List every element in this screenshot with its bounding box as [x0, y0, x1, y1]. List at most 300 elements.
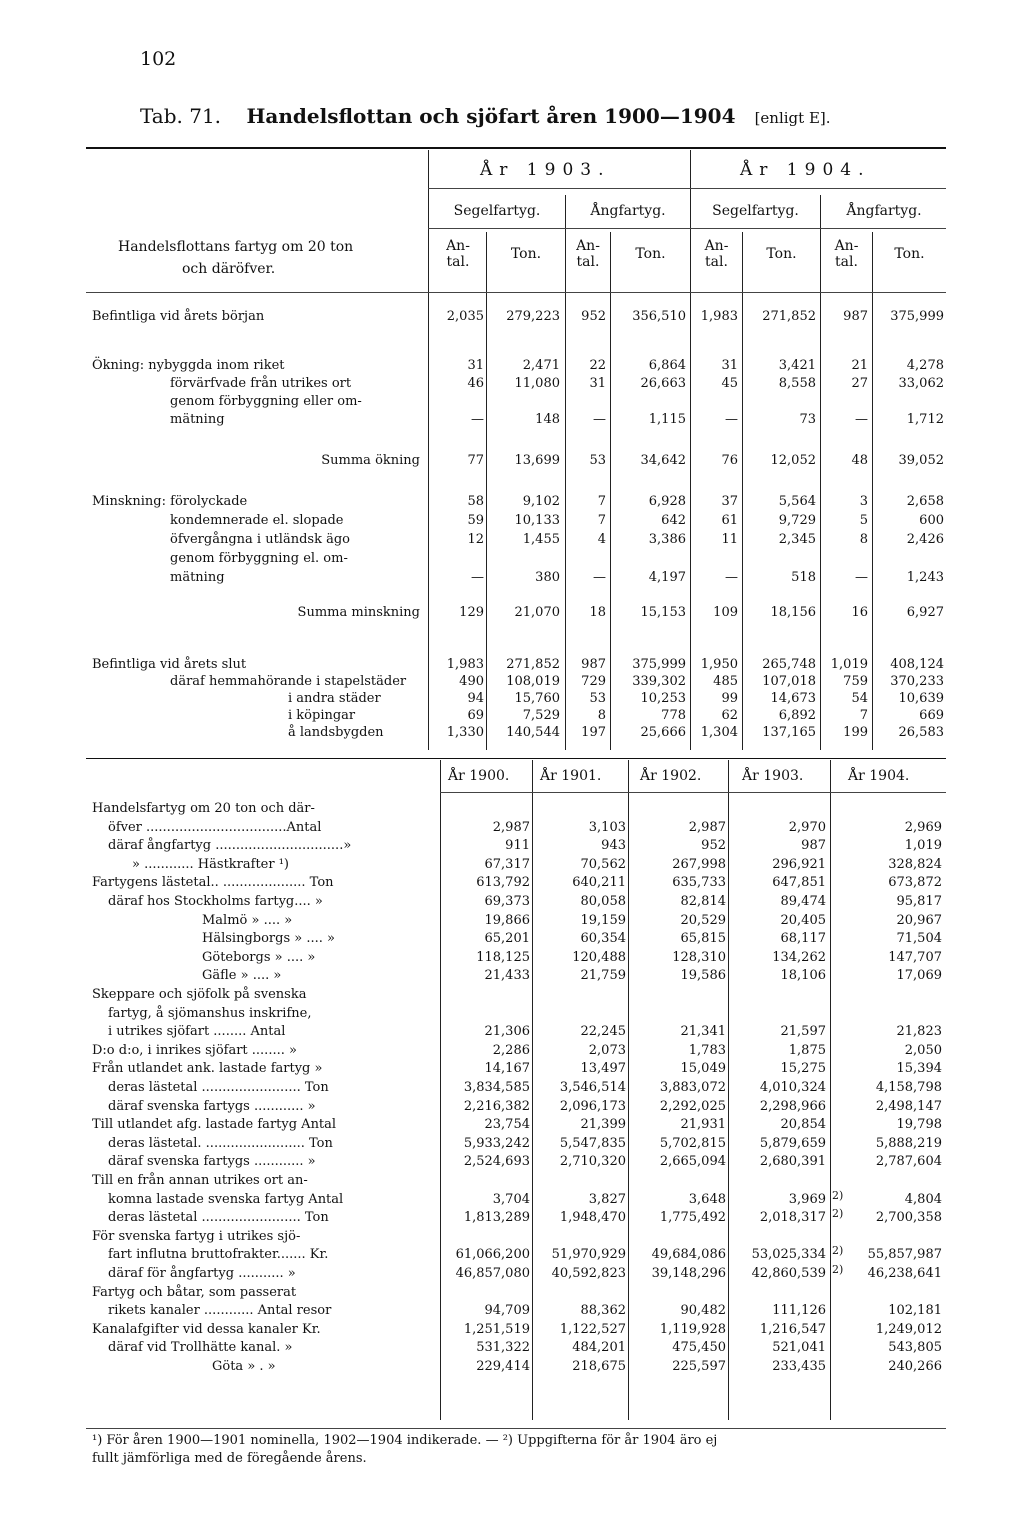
table-cell: 12,052	[770, 453, 816, 468]
row-label: Malmö » .... »	[202, 913, 293, 928]
table-cell: 148	[535, 412, 560, 427]
table-cell: 2,096,173	[559, 1099, 626, 1114]
row-label: däraf ångfartyg ...............................»	[108, 838, 352, 853]
table-cell: 952	[581, 309, 606, 324]
table-cell: 2,050	[904, 1043, 942, 1058]
col-antal: An- tal.	[576, 238, 600, 270]
table-cell: 65,201	[484, 931, 530, 946]
table-cell: 2,073	[588, 1043, 626, 1058]
table-cell: 61	[721, 513, 738, 528]
row-label: D:o d:o, i inrikes sjöfart ........ »	[92, 1043, 297, 1058]
table-cell: 11,080	[514, 376, 560, 391]
table-cell: 669	[919, 708, 944, 723]
table-cell: —	[725, 570, 738, 585]
table-cell: 16	[851, 605, 868, 620]
table-cell: 14,167	[484, 1061, 530, 1076]
table-row	[0, 512, 1024, 529]
table-cell: 613,792	[476, 875, 530, 890]
footer-rule	[86, 1428, 946, 1429]
table-cell: 531,322	[476, 1340, 530, 1355]
table-row	[0, 1321, 1024, 1338]
table-cell: 987	[581, 657, 606, 672]
table-cell: 1,122,527	[559, 1322, 626, 1337]
table-cell: 109	[713, 605, 738, 620]
table-cell: 4	[597, 532, 606, 547]
table-cell: 68,117	[780, 931, 826, 946]
table-cell: 2,710,320	[559, 1154, 626, 1169]
table-cell: 7	[597, 494, 606, 509]
table-cell: 70,562	[580, 857, 626, 872]
table-cell: 76	[721, 453, 738, 468]
table-cell: 199	[843, 725, 868, 740]
table-cell: 26,663	[640, 376, 686, 391]
row-label: För svenska fartyg i utrikes sjö-	[92, 1229, 301, 1244]
table-cell: 2,292,025	[659, 1099, 726, 1114]
row-label: Minskning: förolyckade	[92, 494, 248, 509]
row-label: öfver ..................................Antal	[108, 820, 322, 835]
table-cell: 82,814	[680, 894, 726, 909]
table-cell: 2,035	[446, 309, 484, 324]
table-cell: 15,394	[896, 1061, 942, 1076]
table-row	[0, 1246, 1024, 1263]
table-cell: 1,216,547	[759, 1322, 826, 1337]
table-cell: 89,474	[780, 894, 826, 909]
table-cell: 197	[581, 725, 606, 740]
table-cell: 1,249,012	[875, 1322, 942, 1337]
footnote-line: fullt jämförliga med de föregående årens.	[92, 1451, 367, 1466]
table-cell: 233,435	[772, 1359, 826, 1374]
table-cell: 521,041	[772, 1340, 826, 1355]
top-rule	[86, 147, 946, 149]
table-cell: 2,700,358	[875, 1210, 942, 1225]
table-cell: 375,999	[890, 309, 944, 324]
table-cell: 15,049	[680, 1061, 726, 1076]
table-row	[0, 874, 1024, 891]
table-cell: 380	[535, 570, 560, 585]
table-cell: 19,159	[580, 913, 626, 928]
table-cell: 51,970,929	[551, 1247, 626, 1262]
row-label: Summa ökning	[321, 453, 420, 468]
table-cell: 20,529	[680, 913, 726, 928]
table-row	[0, 800, 1024, 817]
table-cell: 4,278	[906, 358, 944, 373]
table-cell: 370,233	[890, 674, 944, 689]
table-cell: 46	[467, 376, 484, 391]
table-cell: 42,860,539	[751, 1266, 826, 1281]
row-label: Från utlandet ank. lastade fartyg »	[92, 1061, 323, 1076]
table-row	[0, 1339, 1024, 1356]
table-cell: 59	[467, 513, 484, 528]
table-row	[0, 949, 1024, 966]
table-cell: 19,798	[896, 1117, 942, 1132]
table-cell: 21,341	[680, 1024, 726, 1039]
table-cell: 1,455	[522, 532, 560, 547]
row-label: Ökning: nybyggda inom riket	[92, 358, 285, 373]
table-title	[140, 104, 831, 128]
table-cell: 21,823	[896, 1024, 942, 1039]
table-cell: 67,317	[484, 857, 530, 872]
table-cell: 111,126	[772, 1303, 826, 1318]
table-cell: 1,330	[446, 725, 484, 740]
table-cell: 99	[721, 691, 738, 706]
footnote-line: ¹) För åren 1900—1901 nominella, 1902—1904 indikerade. — ²) Uppgifterna för år 1904 äro ej	[92, 1433, 718, 1448]
table-cell: 3,883,072	[659, 1080, 726, 1095]
col-ton: Ton.	[510, 246, 542, 262]
table-row	[0, 1228, 1024, 1245]
table-cell: 33,062	[898, 376, 944, 391]
table-cell: 518	[791, 570, 816, 585]
table-cell: 1,019	[904, 838, 942, 853]
table-cell: 129	[459, 605, 484, 620]
row-label: kondemnerade el. slopade	[170, 513, 344, 528]
table-cell: 1,948,470	[559, 1210, 626, 1225]
table-row	[0, 1005, 1024, 1022]
table-cell: 408,124	[890, 657, 944, 672]
table-row	[0, 375, 1024, 392]
table-row	[0, 856, 1024, 873]
table-cell: 8,558	[778, 376, 816, 391]
table-row	[0, 1265, 1024, 1282]
table-cell: 55,857,987	[867, 1247, 942, 1262]
table-cell: 673,872	[888, 875, 942, 890]
table-cell: 6,928	[648, 494, 686, 509]
table-cell: 53	[589, 453, 606, 468]
table-row	[0, 1191, 1024, 1208]
table-cell: 987	[801, 838, 826, 853]
table-row	[0, 1284, 1024, 1301]
table-cell: 25,666	[640, 725, 686, 740]
table-row	[0, 1172, 1024, 1189]
table-cell: 21,597	[780, 1024, 826, 1039]
table-cell: 21,759	[580, 968, 626, 983]
table-row	[0, 656, 1024, 673]
table-cell: 3,386	[648, 532, 686, 547]
row-label: Göteborgs » .... »	[202, 950, 316, 965]
table-cell: 134,262	[772, 950, 826, 965]
table-cell: 635,733	[672, 875, 726, 890]
table-cell: 1,875	[788, 1043, 826, 1058]
table-cell: 1,019	[830, 657, 868, 672]
table-row	[0, 673, 1024, 690]
table-cell: 2,658	[906, 494, 944, 509]
table-row	[0, 1023, 1024, 1040]
table-cell: 65,815	[680, 931, 726, 946]
table-cell: 53,025,334	[751, 1247, 826, 1262]
row-label: Gäfle » .... »	[202, 968, 282, 983]
table-row	[0, 819, 1024, 836]
table-cell: 21,433	[484, 968, 530, 983]
table-cell: 23,754	[484, 1117, 530, 1132]
table-cell: 1,983	[700, 309, 738, 324]
col-group-sail-1903: Segelfartyg.	[453, 203, 541, 219]
table-cell: 356,510	[632, 309, 686, 324]
row-label: i utrikes sjöfart ........ Antal	[108, 1024, 286, 1039]
row-label: i köpingar	[288, 708, 356, 723]
table-row	[0, 1358, 1024, 1375]
table-cell: 147,707	[888, 950, 942, 965]
table-cell: 729	[581, 674, 606, 689]
table-cell: 137,165	[762, 725, 816, 740]
table-cell: 20,854	[780, 1117, 826, 1132]
table-cell: —	[855, 412, 868, 427]
table-cell: 2,969	[904, 820, 942, 835]
table-cell: 2,345	[778, 532, 816, 547]
table-cell: 5,702,815	[659, 1136, 726, 1151]
table-cell: 40,592,823	[551, 1266, 626, 1281]
table-cell: 6,927	[906, 605, 944, 620]
row-label: genom förbyggning eller om-	[170, 394, 362, 409]
table-cell: 19,586	[680, 968, 726, 983]
table-cell: 3,648	[688, 1192, 726, 1207]
table-row	[0, 452, 1024, 469]
table-cell: 18,156	[770, 605, 816, 620]
table-cell: 4,804	[904, 1192, 942, 1207]
table-cell: 39,148,296	[651, 1266, 726, 1281]
table-cell: 21	[851, 358, 868, 373]
table-row	[0, 1209, 1024, 1226]
table-cell: 20,405	[780, 913, 826, 928]
footnote-marker: 2)	[832, 1244, 844, 1257]
table-cell: 2,680,391	[759, 1154, 826, 1169]
row-label: fart influtna bruttofrakter....... Kr.	[108, 1247, 329, 1262]
table-cell: 31	[721, 358, 738, 373]
table-row	[0, 1079, 1024, 1096]
table-cell: 19,866	[484, 913, 530, 928]
row-label: » ............ Hästkrafter ¹)	[132, 857, 289, 872]
table-cell: 71,504	[896, 931, 942, 946]
table-cell: 49,684,086	[651, 1247, 726, 1262]
row-label: öfvergångna i utländsk ägo	[170, 532, 350, 547]
table-cell: 5,888,219	[875, 1136, 942, 1151]
table-cell: 1,775,492	[659, 1210, 726, 1225]
table-cell: 3,704	[492, 1192, 530, 1207]
table-cell: 2,987	[688, 820, 726, 835]
table-cell: 1,119,928	[659, 1322, 726, 1337]
table-cell: 102,181	[888, 1303, 942, 1318]
table-cell: 7	[597, 513, 606, 528]
table-cell: 279,223	[506, 309, 560, 324]
table-cell: 77	[467, 453, 484, 468]
table-cell: 17,069	[896, 968, 942, 983]
table-cell: 600	[919, 513, 944, 528]
table-cell: 339,302	[632, 674, 686, 689]
table-row	[0, 930, 1024, 947]
table-cell: 73	[799, 412, 816, 427]
table-cell: 3,969	[788, 1192, 826, 1207]
table-row	[0, 393, 1024, 410]
table-cell: 21,399	[580, 1117, 626, 1132]
row-label: Fartyg och båtar, som passerat	[92, 1285, 297, 1300]
row-label: fartyg, å sjömanshus inskrifne,	[108, 1006, 312, 1021]
row-label: däraf för ångfartyg ........... »	[108, 1266, 296, 1281]
table-cell: 4,010,324	[759, 1080, 826, 1095]
footnote-marker: 2)	[832, 1207, 844, 1220]
table-cell: 60,354	[580, 931, 626, 946]
table-cell: 6,892	[778, 708, 816, 723]
year-heading-1903: År 1903.	[480, 160, 611, 180]
table-cell: 128,310	[672, 950, 726, 965]
table-cell: 543,805	[888, 1340, 942, 1355]
table-cell: 9,729	[778, 513, 816, 528]
table-cell: 778	[661, 708, 686, 723]
table-cell: 1,304	[700, 725, 738, 740]
row-label: deras lästetal ........................ Ton	[108, 1080, 329, 1095]
table-cell: 1,251,519	[463, 1322, 530, 1337]
table-cell: 375,999	[632, 657, 686, 672]
table-row	[0, 837, 1024, 854]
table-cell: 80,058	[580, 894, 626, 909]
table-cell: 21,306	[484, 1024, 530, 1039]
table-cell: —	[725, 412, 738, 427]
table-cell: 484,201	[572, 1340, 626, 1355]
table-cell: 45	[721, 376, 738, 391]
table-cell: 640,211	[572, 875, 626, 890]
table-cell: 2,987	[492, 820, 530, 835]
col-group-sail-1904: Segelfartyg.	[712, 203, 799, 219]
table-cell: 296,921	[772, 857, 826, 872]
table-cell: 107,018	[762, 674, 816, 689]
row-label: Skeppare och sjöfolk på svenska	[92, 987, 307, 1002]
table-cell: 952	[701, 838, 726, 853]
table-cell: 267,998	[672, 857, 726, 872]
table-cell: 95,817	[896, 894, 942, 909]
row-header-line: Handelsflottans fartyg om 20 ton	[118, 239, 354, 255]
table-cell: 485	[713, 674, 738, 689]
table-cell: 271,852	[762, 309, 816, 324]
table-row	[0, 308, 1024, 325]
table-cell: 271,852	[506, 657, 560, 672]
header-rule	[428, 228, 946, 229]
header-rule	[440, 792, 946, 793]
table-cell: 3,546,514	[559, 1080, 626, 1095]
table-cell: 943	[601, 838, 626, 853]
year-heading: År 1902.	[640, 768, 702, 784]
table-row	[0, 724, 1024, 741]
col-ton: Ton.	[894, 246, 925, 262]
row-label: Göta » . »	[212, 1359, 276, 1374]
table-cell: 2,216,382	[463, 1099, 530, 1114]
table-cell: 7,529	[522, 708, 560, 723]
col-antal: An- tal.	[446, 238, 470, 270]
row-label: å landsbygden	[288, 725, 384, 740]
table-cell: 31	[589, 376, 606, 391]
row-label: komna lastade svenska fartyg Antal	[108, 1192, 344, 1207]
row-header-line: och däröfver.	[182, 261, 276, 277]
row-label: däraf svenska fartygs ............ »	[108, 1099, 316, 1114]
table-cell: 108,019	[506, 674, 560, 689]
table-cell: 4,158,798	[875, 1080, 942, 1095]
table-cell: 54	[851, 691, 868, 706]
table-cell: 46,857,080	[455, 1266, 530, 1281]
table-cell: 22,245	[580, 1024, 626, 1039]
table-row	[0, 690, 1024, 707]
table-cell: 1,243	[906, 570, 944, 585]
table-cell: 225,597	[672, 1359, 726, 1374]
row-label: mätning	[170, 570, 225, 585]
table-cell: 26,583	[898, 725, 944, 740]
table-cell: 21,070	[514, 605, 560, 620]
table-row	[0, 893, 1024, 910]
table-cell: —	[593, 412, 606, 427]
table-cell: 10,639	[898, 691, 944, 706]
table-cell: 1,115	[648, 412, 686, 427]
table-cell: 61,066,200	[455, 1247, 530, 1262]
table-cell: 265,748	[762, 657, 816, 672]
table-cell: 21,931	[680, 1117, 726, 1132]
table-cell: 642	[661, 513, 686, 528]
table-cell: 34,642	[640, 453, 686, 468]
table-cell: 1,813,289	[463, 1210, 530, 1225]
table-cell: 90,482	[680, 1303, 726, 1318]
table-cell: 20,967	[896, 913, 942, 928]
mid-rule	[86, 758, 946, 759]
table-row	[0, 604, 1024, 621]
header-rule	[86, 292, 946, 293]
table-source: [enligt E].	[754, 109, 831, 127]
row-header-title	[118, 236, 353, 280]
row-label: Fartygens lästetal.. .................... Ton	[92, 875, 334, 890]
table-cell: 12	[467, 532, 484, 547]
table-cell: 911	[505, 838, 530, 853]
row-label: däraf hos Stockholms fartyg.... »	[108, 894, 323, 909]
row-label: däraf vid Trollhätte kanal. »	[108, 1340, 293, 1355]
table-cell: 2,298,966	[759, 1099, 826, 1114]
table-cell: 647,851	[772, 875, 826, 890]
year-heading: År 1900.	[448, 768, 510, 784]
table-row	[0, 1042, 1024, 1059]
row-label: Summa minskning	[297, 605, 420, 620]
table-cell: 5,933,242	[463, 1136, 530, 1151]
table-cell: 22	[589, 358, 606, 373]
footnote-marker: 2)	[832, 1189, 844, 1202]
row-label: Befintliga vid årets slut	[92, 657, 247, 672]
table-row	[0, 986, 1024, 1003]
table-cell: 218,675	[572, 1359, 626, 1374]
table-cell: 10,253	[640, 691, 686, 706]
table-cell: 10,133	[514, 513, 560, 528]
col-ton: Ton.	[766, 246, 797, 262]
table-cell: 4,197	[648, 570, 686, 585]
table-row	[0, 1098, 1024, 1115]
table-cell: —	[593, 570, 606, 585]
table-cell: 5,564	[778, 494, 816, 509]
table-cell: 475,450	[672, 1340, 726, 1355]
table-cell: 2,524,693	[463, 1154, 530, 1169]
table-cell: 58	[467, 494, 484, 509]
table-cell: 3,827	[588, 1192, 626, 1207]
table-cell: 240,266	[888, 1359, 942, 1374]
header-rule	[428, 188, 946, 189]
table-cell: 5	[859, 513, 868, 528]
table-cell: 27	[851, 376, 868, 391]
table-cell: 31	[467, 358, 484, 373]
col-ton: Ton.	[635, 246, 666, 262]
row-label: Till utlandet afg. lastade fartyg Antal	[92, 1117, 337, 1132]
row-label: rikets kanaler ............ Antal resor	[108, 1303, 332, 1318]
table-cell: 94,709	[484, 1303, 530, 1318]
table-cell: 229,414	[476, 1359, 530, 1374]
table-cell: 987	[843, 309, 868, 324]
table-cell: 18	[589, 605, 606, 620]
table-cell: 2,665,094	[659, 1154, 726, 1169]
table-cell: 37	[721, 494, 738, 509]
table-cell: 2,286	[492, 1043, 530, 1058]
page-number: 102	[140, 48, 177, 70]
col-antal: An- tal.	[704, 238, 729, 270]
row-label: förvärfvade från utrikes ort	[170, 376, 352, 391]
table-row	[0, 1060, 1024, 1077]
table-cell: 2,787,604	[875, 1154, 942, 1169]
